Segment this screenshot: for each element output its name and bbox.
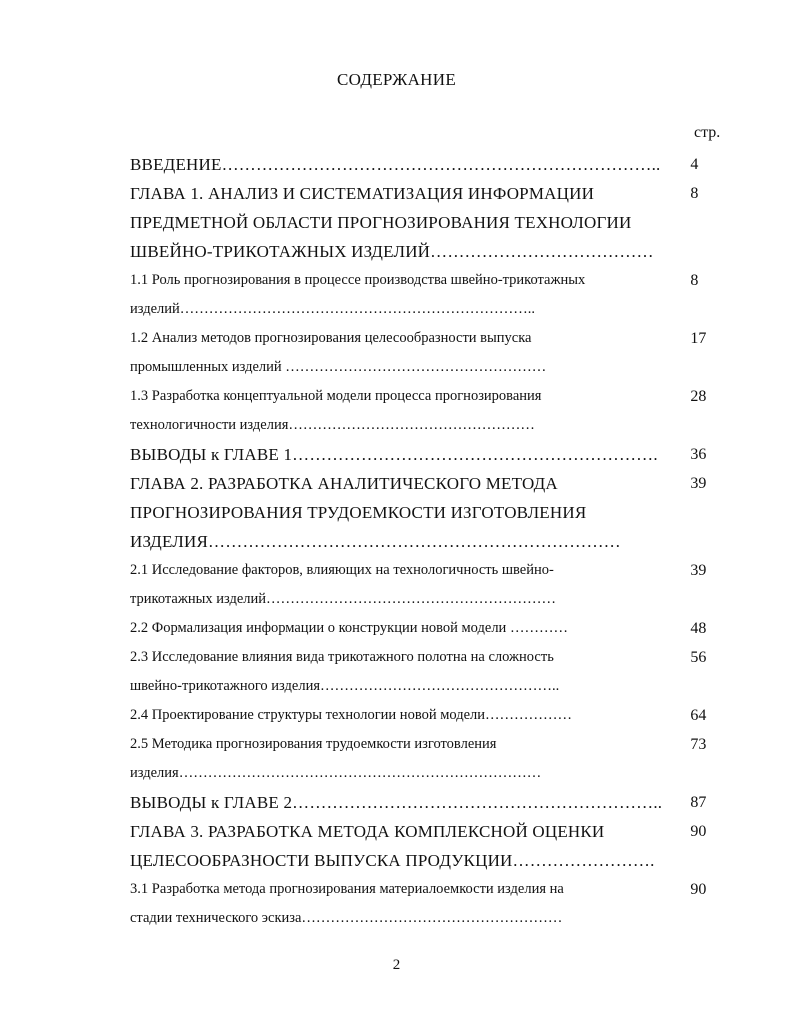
toc-entry	[130, 440, 730, 469]
toc-entry-page: 90	[690, 823, 707, 840]
toc-entry-title-line: ПРОГНОЗИРОВАНИЯ ТРУДОЕМКОСТИ ИЗГОТОВЛЕНИЯ	[130, 503, 587, 522]
toc-entry-title-line: ИЗДЕЛИЯ………………………………………………………………	[130, 532, 621, 551]
toc-entry-title-line: ВВЕДЕНИЕ…………………………………………………………………..	[130, 155, 661, 174]
toc-entry-page: 8	[690, 185, 699, 202]
toc-entry-page: 73	[690, 736, 707, 753]
toc-entry	[130, 324, 730, 382]
toc-entry-title-line: ВЫВОДЫ к ГЛАВЕ 2………………………………………………………..	[130, 793, 663, 812]
toc-entry-page: 8	[690, 272, 699, 289]
toc-entry-title-line: ВЫВОДЫ к ГЛАВЕ 1……………………………………………………….	[130, 445, 658, 464]
toc-entry-title-line: изделий………………………………………………………………..	[130, 301, 536, 317]
toc-entry	[130, 817, 730, 875]
table-of-contents	[130, 150, 730, 933]
page-title: СОДЕРЖАНИЕ	[336, 70, 457, 89]
toc-entry-page: 39	[690, 475, 707, 492]
toc-entry-title	[130, 643, 676, 701]
toc-entry-title	[130, 324, 676, 382]
toc-entry-title-line: 1.2 Анализ методов прогнозирования целесообразности выпуска	[130, 330, 532, 346]
toc-entry	[130, 730, 730, 788]
toc-entry-title-line: ГЛАВА 2. РАЗРАБОТКА АНАЛИТИЧЕСКОГО МЕТОДА	[130, 474, 558, 493]
toc-entry-title-line: ГЛАВА 1. АНАЛИЗ И СИСТЕМАТИЗАЦИЯ ИНФОРМАЦИИ	[130, 184, 595, 203]
toc-entry-title	[130, 382, 676, 440]
toc-entry-title-line: 3.1 Разработка метода прогнозирования материалоемкости изделия на	[130, 881, 564, 897]
toc-entry	[130, 556, 730, 614]
toc-entry-title-line: ЦЕЛЕСООБРАЗНОСТИ ВЫПУСКА ПРОДУКЦИИ…………………….	[130, 851, 655, 870]
toc-entry-title-line: промышленных изделий ………………………………………………	[130, 359, 547, 375]
toc-entry-title	[130, 469, 676, 556]
toc-entry	[130, 382, 730, 440]
toc-entry-title	[130, 701, 676, 730]
toc-entry-title-line: 2.5 Методика прогнозирования трудоемкости изготовления	[130, 736, 497, 752]
toc-entry-title	[130, 788, 676, 817]
toc-entry-title-line: ШВЕЙНО-ТРИКОТАЖНЫХ ИЗДЕЛИЙ…………………………………	[130, 242, 654, 261]
toc-entry	[130, 179, 730, 266]
toc-entry	[130, 150, 730, 179]
toc-entry-page: 87	[690, 794, 707, 811]
toc-entry-page: 90	[690, 881, 707, 898]
toc-entry-title	[130, 875, 676, 933]
toc-entry	[130, 266, 730, 324]
toc-entry-title-line: 2.3 Исследование влияния вида трикотажного полотна на сложность	[130, 649, 554, 665]
toc-entry	[130, 701, 730, 730]
toc-entry-title-line: 2.1 Исследование факторов, влияющих на технологичность швейно-	[130, 562, 554, 578]
toc-entry-page: 56	[690, 649, 707, 666]
toc-entry-title	[130, 266, 676, 324]
toc-entry-title	[130, 440, 676, 469]
page-column-label: стр.	[694, 124, 721, 141]
toc-entry-title	[130, 179, 676, 266]
toc-entry-title-line: 2.2 Формализация информации о конструкции новой модели …………	[130, 620, 568, 636]
toc-entry-title-line: трикотажных изделий……………………………………………………	[130, 591, 557, 607]
toc-entry-page: 48	[690, 620, 707, 637]
toc-entry-title	[130, 817, 676, 875]
toc-entry	[130, 788, 730, 817]
toc-entry-title-line: технологичности изделия……………………………………………	[130, 417, 535, 433]
page-number: 2	[392, 957, 401, 973]
toc-entry-title	[130, 730, 676, 788]
toc-entry-page: 28	[690, 388, 707, 405]
toc-entry-page: 39	[690, 562, 707, 579]
toc-entry-title-line: швейно-трикотажного изделия…………………………………………..	[130, 678, 560, 694]
toc-entry-title	[130, 556, 676, 614]
toc-entry	[130, 875, 730, 933]
toc-entry-title-line: ГЛАВА 3. РАЗРАБОТКА МЕТОДА КОМПЛЕКСНОЙ ОЦЕНКИ	[130, 822, 605, 841]
toc-entry-title-line: стадии технического эскиза………………………………………………	[130, 910, 563, 926]
toc-entry-title-line: ПРЕДМЕТНОЙ ОБЛАСТИ ПРОГНОЗИРОВАНИЯ ТЕХНОЛОГИИ	[130, 213, 632, 232]
toc-entry-page: 64	[690, 707, 707, 724]
toc-entry-title	[130, 614, 676, 643]
toc-entry-page: 4	[690, 156, 699, 173]
toc-entry-title	[130, 150, 676, 179]
toc-entry	[130, 469, 730, 556]
toc-entry-title-line: 1.3 Разработка концептуальной модели процесса прогнозирования	[130, 388, 542, 404]
toc-entry	[130, 614, 730, 643]
toc-entry-page: 36	[690, 446, 707, 463]
toc-entry	[130, 643, 730, 701]
toc-entry-page: 17	[690, 330, 707, 347]
toc-entry-title-line: 2.4 Проектирование структуры технологии новой модели………………	[130, 707, 573, 723]
toc-entry-title-line: изделия…………………………………………………………………	[130, 765, 542, 781]
toc-entry-title-line: 1.1 Роль прогнозирования в процессе производства швейно-трикотажных	[130, 272, 586, 288]
